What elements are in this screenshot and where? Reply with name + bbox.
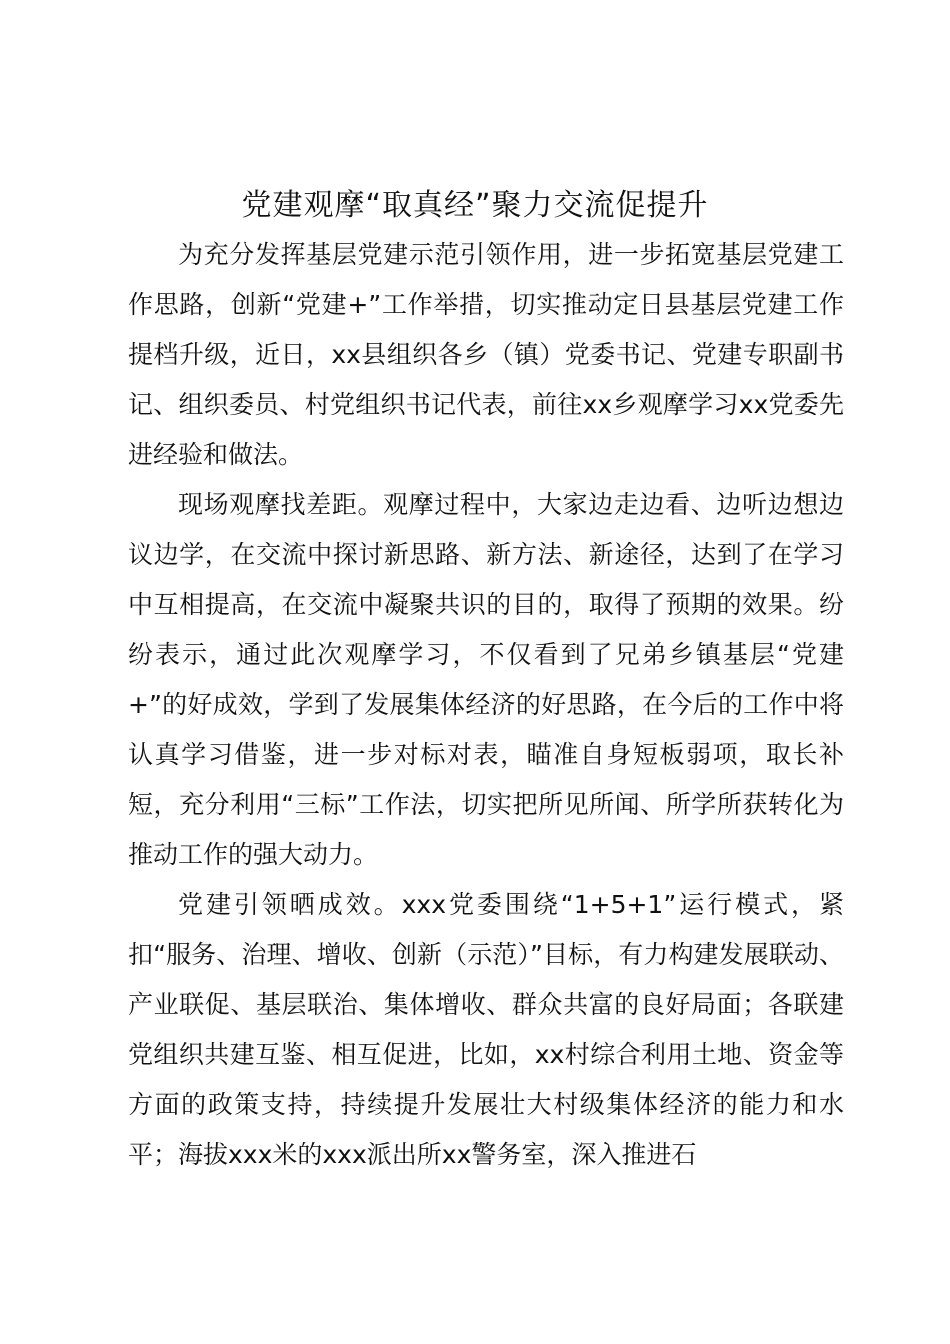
paragraph-intro: 为充分发挥基层党建示范引领作用，进一步拓宽基层党建工作思路，创新“党建+”工作举措，切实推动定日县基层党建工作提档升级，近日，xx县组织各乡（镇）党委书记、党建专职副书记、组织委员、村党组织书记代表，前往xx乡观摩学习xx党委先进经验和做法。 (128, 240, 844, 469)
document-title: 党建观摩“取真经”聚力交流促提升 (241, 188, 709, 223)
paragraph-results: 党建引领晒成效。xxx党委围绕“1+5+1”运行模式，紧扣“服务、治理、增收、创新（示范）”目标，有力构建发展联动、产业联促、基层联治、集体增收、群众共富的良好局面；各联建党组织共建互鉴、相互促进，比如，xx村综合利用土地、资金等方面的政策支持，持续提升发展壮大村级集体经济的能力和水平；海拔xxx米的xxx派出所xx警务室，深入推进石 (128, 890, 844, 1169)
paragraph-observation: 现场观摩找差距。观摩过程中，大家边走边看、边听边想边议边学，在交流中探讨新思路、新方法、新途径，达到了在学习中互相提高，在交流中凝聚共识的目的，取得了预期的效果。纷纷表示，通过此次观摩学习，不仅看到了兄弟乡镇基层“党建+”的好成效，学到了发展集体经济的好思路，在今后的工作中将认真学习借鉴，进一步对标对表，瞄准自身短板弱项，取长补短，充分利用“三标”工作法，切实把所见所闻、所学所获转化为推动工作的强大动力。 (128, 490, 844, 869)
document-body (128, 230, 844, 1180)
